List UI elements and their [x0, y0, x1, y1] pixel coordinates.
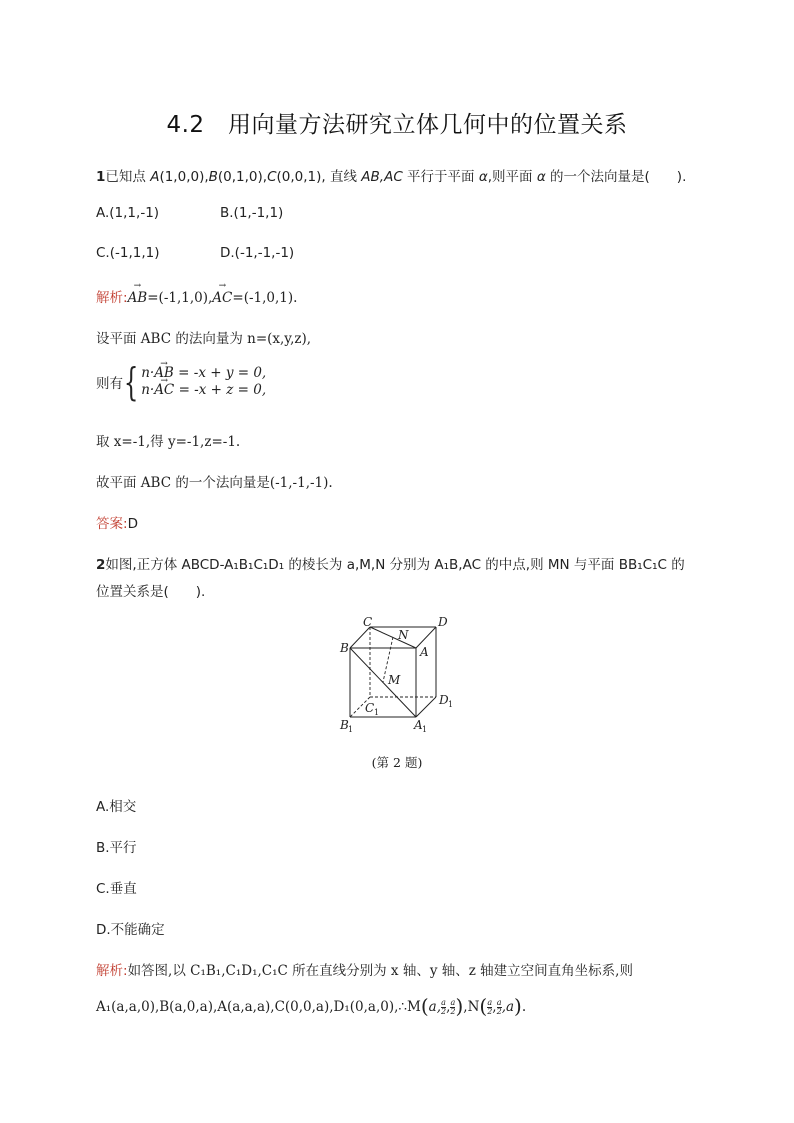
label-a1: A [414, 718, 423, 732]
fraction: $\frac{a}{2}$ [496, 998, 502, 1016]
analysis-line-5: 故平面 ABC 的一个法向量是(-1,-1,-1). [96, 475, 333, 491]
question-number: 1 [96, 169, 106, 185]
analysis-line-4: 取 x=-1,得 y=-1,z=-1. [96, 434, 241, 450]
label-m: M [388, 673, 401, 687]
label-a1-subscript: 1 [422, 725, 428, 734]
option-c: C.(-1,1,1) [96, 245, 160, 261]
label-a: A [420, 645, 429, 659]
cube-figure [330, 612, 470, 737]
label-d1: D [439, 693, 449, 707]
fraction: $\frac{a}{2}$ [450, 998, 456, 1016]
option-b: B.(1,-1,1) [220, 205, 284, 221]
label-b1-subscript: 1 [348, 725, 354, 734]
vector-ab: → AB [128, 290, 148, 306]
question-1-stem: 1已知点 A(1,0,0),B(0,1,0),C(0,0,1), 直线 AB,AC 平行于平面 α,则平面 α 的一个法向量是( ). [96, 169, 687, 185]
answer-line [96, 512, 138, 532]
fraction: $\frac{a}{2}$ [440, 998, 447, 1016]
label-b: B [340, 641, 349, 655]
answer-label: 答案: [96, 516, 128, 532]
label-n: N [398, 628, 409, 642]
option-c: C.垂直 [96, 881, 137, 897]
diagonal-a1b [350, 648, 416, 717]
option-a: A.(1,1,-1) [96, 205, 160, 221]
option-a: A.相交 [96, 799, 137, 815]
option-d: D.(-1,-1,-1) [220, 245, 295, 261]
q2-analysis-line-1: 解析:如答图,以 C₁B₁,C₁D₁,C₁C 所在直线分别为 x 轴、y 轴、z 轴建立空间直角坐标系,则 [96, 963, 633, 979]
equation-system: 则有 { n·→ AB = -x + y = 0, n·→ AC = -x + z = 0, [96, 365, 266, 399]
page-title: 4.2 用向量方法研究立体几何中的位置关系 [166, 112, 628, 138]
vector-ac: → AC [212, 290, 232, 306]
question-2-stem-line-2: 位置关系是( ). [96, 584, 206, 600]
analysis-line-1: 解析:→ AB=(-1,1,0),→ AC=(-1,0,1). [96, 286, 297, 306]
question-2-stem-line-1: 2如图,正方体 ABCD-A₁B₁C₁D₁ 的棱长为 a,M,N 分别为 A₁B,AC 的中点,则 MN 与平面 BB₁C₁C 的 [96, 557, 685, 573]
equation-2: n·→ AC = -x + z = 0, [141, 382, 266, 399]
analysis-label: 解析: [96, 963, 128, 979]
edge-c-b [350, 627, 370, 648]
figure-caption: (第 2 题) [371, 755, 423, 770]
label-d1-subscript: 1 [448, 700, 454, 709]
analysis-label: 解析: [96, 290, 128, 306]
label-c: C [363, 615, 373, 629]
label-b1: B [340, 718, 349, 732]
option-d: D.不能确定 [96, 922, 165, 938]
edge-d1-a1 [416, 697, 436, 717]
fraction: $\frac{a}{2}$ [487, 998, 493, 1016]
question-number: 2 [96, 557, 106, 573]
label-c1-subscript: 1 [374, 708, 380, 717]
equation-1: n·→ AB = -x + y = 0, [141, 365, 266, 382]
brace: { [123, 360, 139, 404]
answer-value: D [127, 516, 138, 532]
label-d: D [438, 615, 448, 629]
option-b: B.平行 [96, 840, 137, 856]
label-c1: C [365, 701, 375, 715]
q2-analysis-line-2: A₁(a,a,0),B(a,0,a),A(a,a,a),C(0,0,a),D₁(0,a,0),∴M(a, $\frac{a}{2}$ , $\frac{a}{2}$ ),N( $\frac{a}{2}$ , $\frac{a}{2}$ ,a). [96, 994, 527, 1018]
analysis-line-2: 设平面 ABC 的法向量为 n=(x,y,z), [96, 331, 312, 347]
